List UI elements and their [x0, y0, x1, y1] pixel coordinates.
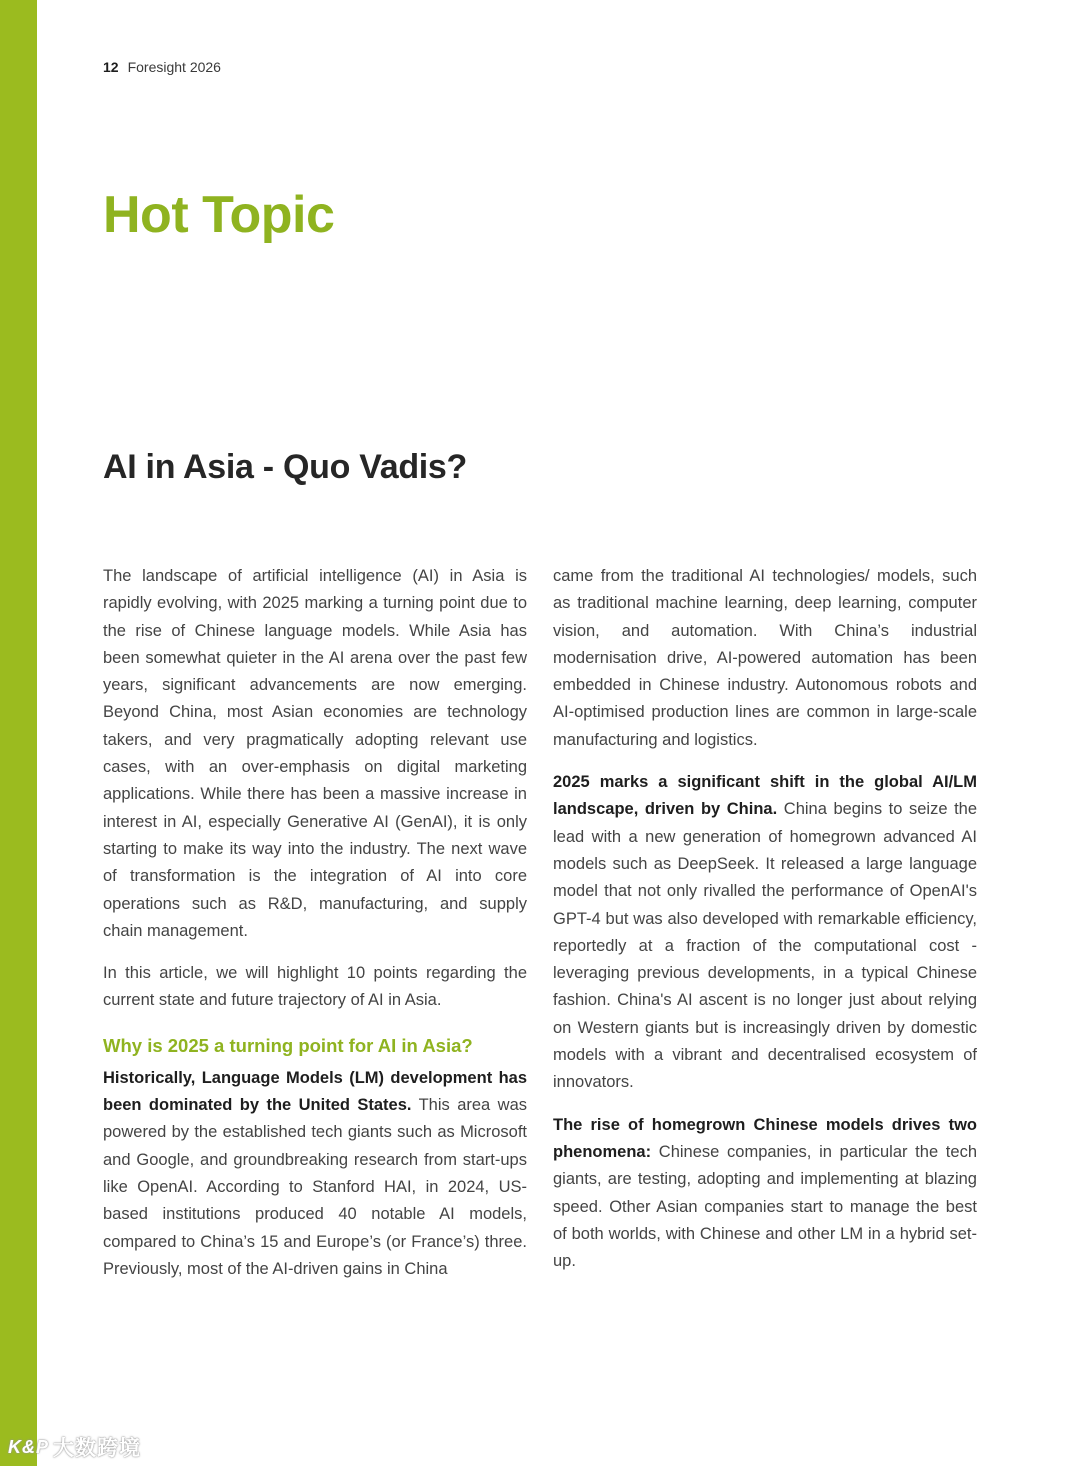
watermark-text: 大数跨境: [53, 1437, 142, 1460]
left-column: [103, 563, 527, 1298]
shift-paragraph: [553, 769, 977, 1097]
page-number: 12: [103, 59, 119, 75]
watermark: [8, 1432, 141, 1462]
history-paragraph-body: This area was powered by the established tech giants such as Microsoft and Google, and groundbreaking research from start-ups like OpenAI. According to Stanford HAI, in 2024, US-based institutions produced 40 notable AI models, compared to China’s 15 and Europe’s (or France’s) three. Previously, most of the AI-driven gains in China: [103, 1096, 527, 1278]
phenomena-paragraph: [553, 1112, 977, 1276]
subheading-turning-point: Why is 2025 a turning point for AI in Asia?: [103, 1034, 473, 1056]
phenomena-paragraph-lead: The rise of homegrown Chinese models drives two phenomena:: [553, 1115, 977, 1161]
right-column: [553, 563, 977, 1290]
article-title: AI in Asia - Quo Vadis?: [103, 448, 468, 486]
publication-name: Foresight 2026: [127, 59, 221, 75]
shift-paragraph-lead: 2025 marks a significant shift in the global AI/LM landscape, driven by China.: [553, 773, 977, 819]
watermark-logo-icon: K&P: [8, 1436, 50, 1457]
continued-paragraph: came from the traditional AI technologies/ models, such as traditional machine learning, deep learning, computer vision, and automation. With China’s industrial modernisation drive, AI-powered automation has been embedded in Chinese industry. Autonomous robots and AI-optimised production lines are common in large-scale manufacturing and logistics.: [553, 567, 977, 749]
article-scope-paragraph: In this article, we will highlight 10 points regarding the current state and future trajectory of AI in Asia.: [103, 964, 527, 1010]
phenomena-paragraph-body: Chinese companies, in particular the tech giants, are testing, adopting and implementing at blazing speed. Other Asian companies start to manage the best of both worlds, with Chinese and other LM in a hybrid set-up.: [553, 1142, 977, 1271]
intro-paragraph: The landscape of artificial intelligence (AI) in Asia is rapidly evolving, with 2025 marking a turning point due to the rise of Chinese language models. While Asia has been somewhat quieter in the AI arena over the past few years, significant advancements are now emerging. Beyond China, most Asian economies are technology takers, and very pragmatically adopting relevant use cases, with an over-emphasis on digital marketing applications. While there has been a massive increase in interest in AI, especially Generative AI (GenAI), it is only starting to make its way into the industry. The next wave of transformation is the integration of AI into core operations such as R&D, manufacturing, and supply chain management.: [103, 567, 527, 940]
section-title: Hot Topic: [103, 186, 335, 244]
history-paragraph-lead: Historically, Language Models (LM) development has been dominated by the United States.: [103, 1068, 527, 1115]
history-paragraph: [103, 1065, 527, 1283]
green-side-bar: [0, 0, 37, 1466]
page-header: [103, 59, 221, 79]
shift-paragraph-body: China begins to seize the lead with a new generation of homegrown advanced AI models such as DeepSeek. It released a large language model that not only rivalled the performance of OpenAI's GPT-4 but was also developed with remarkable efficiency, reportedly at a fraction of the computational cost - leveraging previous developments, in a typical Chinese fashion. China's AI ascent is no longer just about relying on Western giants but is increasingly driven by domestic models with a vibrant and decentralised ecosystem of innovators.: [553, 800, 978, 1092]
